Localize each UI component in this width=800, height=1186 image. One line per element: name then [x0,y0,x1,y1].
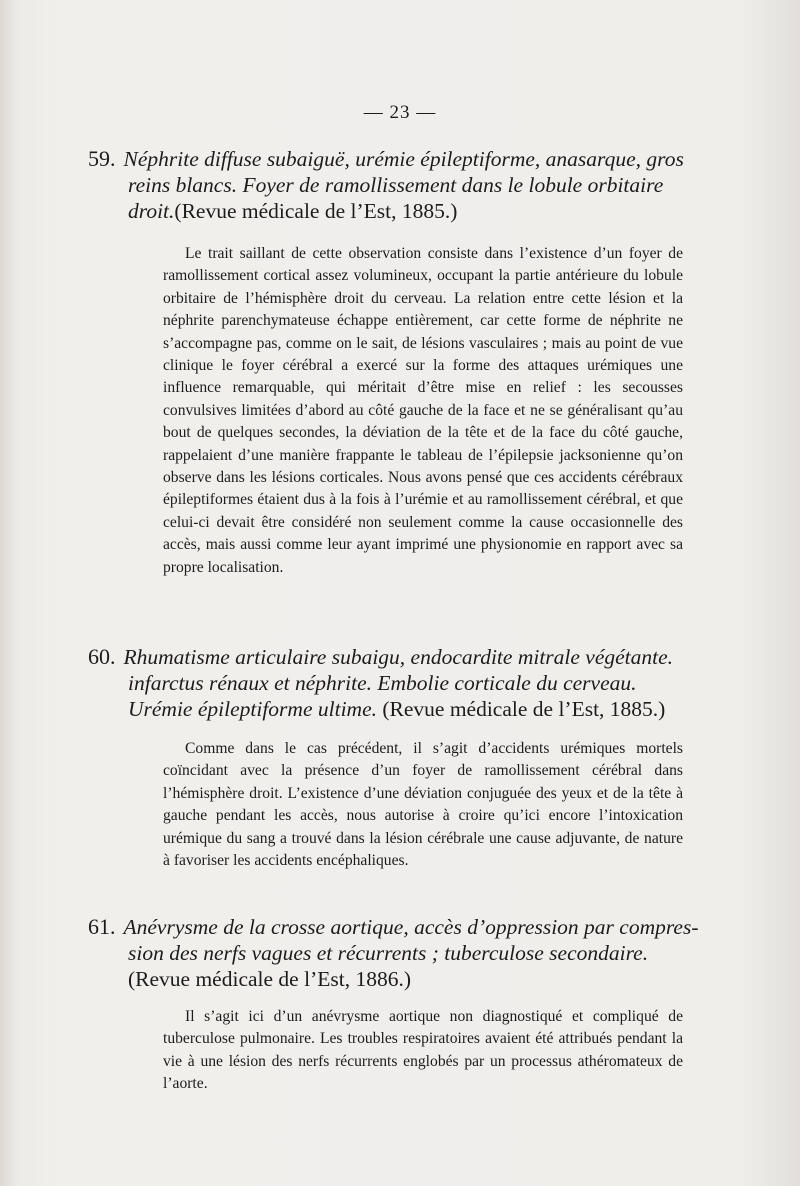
entry-title-line: Rhumatisme articulaire subaigu, endocardite mitrale végétante. [123,645,674,669]
entry-title-line: sion des nerfs vagues et récurrents ; tuberculose secondaire. [128,941,649,965]
entry-number: 60. [88,644,116,669]
entry-paragraph: Comme dans le cas précédent, il s’agit d’accidents urémiques mortels coïncidant avec la présence d’un foyer de ramollissement cérébral dans l’hémisphère droit. L’existence d’une déviation conjuguée des yeux et de la tête à gauche pendant les accès, nous autorise à croire qu’ici encore l’intoxication urémique du sang a trouvé dans la lésion cérébrale une cause adjuvante, de nature à favoriser les accidents encéphaliques. [163,740,683,870]
entry-title-line: reins blancs. Foyer de ramollissement dans le lobule orbitaire [128,173,664,197]
page-number: — 23 — [363,102,437,123]
entry-59-heading [88,146,684,224]
entry-61-heading [88,914,699,992]
entry-title-line: infarctus rénaux et néphrite. Embolie corticale du cerveau. [128,671,637,695]
entry-title-line: Anévrysme de la crosse aortique, accès d’oppression par compres- [123,915,699,939]
entry-title-line: droit. [128,199,175,223]
entry-number: 61. [88,914,116,939]
entry-59-body [163,243,683,579]
entry-source: (Revue médicale de l’Est, 1886.) [128,967,411,991]
entry-paragraph: Il s’agit ici d’un anévrysme aortique non diagnostiqué et compliqué de tuberculose pulmonaire. Les troubles respiratoires avaient été attribués pendant la vie à une lésion des nerfs récurrents englobés par un processus athéromateux de l’aorte. [163,1008,683,1093]
entry-source: (Revue médicale de l’Est, 1885.) [382,697,666,721]
entry-61-body [163,1006,683,1096]
entry-60-body [163,738,683,872]
entry-number: 59. [88,146,116,171]
entry-60-heading [88,644,673,722]
entry-title-line: Urémie épileptiforme ultime. [128,697,377,721]
entry-title-line: Néphrite diffuse subaiguë, urémie épileptiforme, anasarque, gros [123,147,684,171]
entry-paragraph: Le trait saillant de cette observation consiste dans l’existence d’un foyer de ramollissement cortical assez volumineux, occupant la partie antérieure du lobule orbitaire de l’hémisphère droit du cerveau. La relation entre cette lésion et la néphrite parenchymateuse échappe entièrement, car cette forme de néphrite ne s’accompagne pas, comme on le sait, de lésions vasculaires ; mais au point de vue clinique le foyer cérébral a exercé sur la forme des attaques urémiques une influence remarquable, qui méritait d’être mise en relief : les secousses convulsives limitées d’abord au côté gauche de la face et ne se généralisant qu’au bout de quelques secondes, la déviation de la tête et de la face du côté gauche, rappelaient d’une manière frappante le tableau de l’épilepsie jacksonienne qu’on observe dans les lésions corticales. Nous avons pensé que ces accidents cérébraux épileptiformes étaient dus à la fois à l’urémie et au ramollissement cérébral, et que celui-ci devait être considéré non seulement comme la cause occasionnelle des accès, mais aussi comme leur ayant imprimé une physionomie en rapport avec sa propre localisation. [163,245,683,576]
entry-source: (Revue médicale de l’Est, 1885.) [174,199,458,223]
